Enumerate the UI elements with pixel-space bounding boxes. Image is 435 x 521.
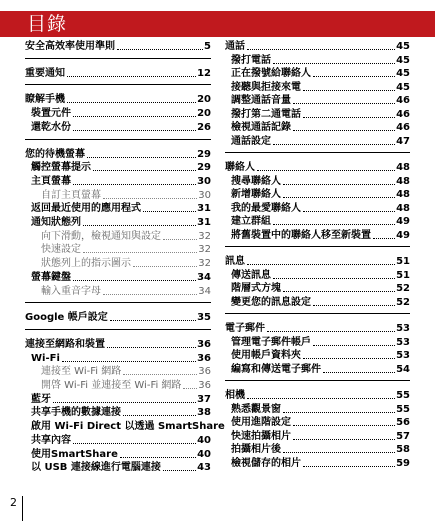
dot-leader (73, 130, 196, 131)
toc-entry[interactable] (225, 458, 410, 470)
dot-leader (117, 49, 203, 50)
dot-leader (73, 443, 196, 444)
toc-entry[interactable] (25, 286, 211, 298)
dot-leader (73, 280, 196, 281)
toc-entry[interactable] (25, 258, 211, 270)
toc-entry-title: Wi-Fi (31, 352, 60, 364)
dot-leader (83, 225, 196, 226)
toc-entry-title: 以 USB 連接線進行電腦連接 (31, 462, 161, 474)
toc-entry-title: 快速設定 (41, 244, 81, 256)
section-divider (25, 139, 211, 140)
toc-entry-title: 撥打電話 (231, 54, 271, 66)
toc-entry-title: 向下滑動，檢視通知與設定 (41, 230, 161, 242)
dot-leader (373, 238, 395, 239)
toc-entry-page: 31 (197, 217, 211, 228)
toc-entry[interactable] (225, 297, 410, 309)
dot-leader (67, 76, 196, 77)
toc-entry-page: 37 (197, 393, 211, 405)
toc-entry-page: 40 (197, 448, 211, 460)
dot-leader (283, 412, 395, 413)
dot-leader (303, 211, 395, 212)
toc-entry-page: 26 (197, 121, 211, 133)
toc-entry-title: 撥打第二通電話 (231, 108, 301, 120)
toc-entry[interactable] (25, 94, 211, 106)
toc-entry[interactable] (225, 55, 410, 67)
toc-entry[interactable] (225, 41, 410, 53)
dot-leader (103, 294, 197, 295)
toc-entry-title: 快速拍攝相片 (231, 430, 291, 442)
toc-entry-title: 連接至網路和裝置 (25, 338, 105, 350)
dot-leader (123, 415, 196, 416)
toc-entry-title: 新增聯絡人 (231, 189, 281, 200)
dot-leader (313, 76, 395, 77)
section-divider (25, 58, 211, 59)
toc-entry[interactable] (25, 394, 211, 406)
toc-entry-page: 51 (396, 256, 410, 267)
toc-entry-title: 接聽與拒接來電 (231, 81, 301, 93)
dot-leader (313, 345, 395, 346)
toc-entry-page: 45 (396, 81, 410, 93)
toc-entry-page: 57 (396, 430, 410, 442)
toc-entry[interactable] (225, 230, 410, 242)
toc-entry-page: 46 (396, 108, 410, 120)
toc-entry[interactable] (25, 244, 211, 256)
toc-entry-page: 48 (396, 175, 410, 187)
toc-entry-page: 58 (396, 444, 410, 455)
toc-entry-page: 43 (197, 462, 211, 474)
toc-entry[interactable] (25, 68, 211, 80)
toc-entry-title: 傳送訊息 (231, 269, 271, 281)
toc-entry[interactable] (225, 404, 410, 416)
dot-leader (273, 144, 395, 145)
dot-leader (257, 170, 395, 171)
toc-entry[interactable] (25, 203, 211, 215)
section-divider (25, 302, 211, 303)
toc-entry[interactable] (25, 231, 211, 243)
toc-entry-title: 連接至 Wi-Fi 網路 (41, 366, 122, 378)
toc-entry-title: 主頁螢幕 (31, 175, 71, 187)
toc-entry-title: 裝置元件 (31, 108, 71, 120)
toc-entry-title: 重要通知 (25, 67, 65, 79)
toc-entry-page: 45 (396, 41, 410, 52)
dot-leader (313, 305, 395, 306)
toc-entry-page: 56 (396, 417, 410, 428)
toc-entry[interactable] (225, 256, 410, 268)
toc-entry-title: 編寫和傳送電子郵件 (231, 363, 321, 375)
toc-entry-title: Google 帳戶設定 (25, 312, 108, 324)
dot-leader (247, 398, 395, 399)
toc-entry-title: 電子郵件 (225, 323, 265, 334)
toc-entry[interactable] (25, 421, 225, 433)
toc-entry-title: 通話設定 (231, 135, 271, 147)
toc-entry[interactable] (25, 462, 211, 474)
toc-entry-title: 自訂主頁螢幕 (41, 189, 101, 201)
dot-leader (123, 374, 197, 375)
toc-entry[interactable] (225, 337, 410, 349)
toc-entry[interactable] (225, 176, 410, 188)
dot-leader (283, 291, 395, 292)
toc-entry-title: 建立群組 (231, 216, 271, 227)
toc-entry-title: 拍攝相片後 (231, 444, 281, 455)
toc-entry[interactable] (225, 122, 410, 134)
section-divider (25, 329, 211, 330)
dot-leader (283, 197, 395, 198)
dot-leader (267, 331, 395, 332)
toc-entry[interactable] (25, 217, 211, 229)
toc-entry-title: 通話 (225, 41, 245, 52)
toc-entry[interactable] (25, 435, 211, 447)
dot-leader (120, 457, 196, 458)
toc-entry-page: 48 (396, 202, 410, 214)
toc-entry-title: 訊息 (225, 256, 245, 267)
toc-entry[interactable] (225, 162, 410, 174)
dot-leader (247, 264, 395, 265)
section-divider (225, 313, 410, 314)
toc-entry[interactable] (225, 350, 410, 362)
toc-entry[interactable] (25, 149, 211, 161)
toc-entry-page: 30 (197, 175, 211, 187)
toc-entry-title: 通知狀態列 (31, 217, 81, 228)
toc-entry-page: 45 (396, 68, 410, 79)
toc-entry-title: 將舊裝置中的聯絡人移至新裝置 (231, 229, 371, 241)
toc-entry-title: 輸入重音字母 (41, 285, 101, 297)
toc-entry-page: 59 (396, 457, 410, 469)
toc-entry-page: 47 (396, 135, 410, 147)
dot-leader (247, 49, 395, 50)
toc-entry-page: 52 (396, 283, 410, 294)
toc-entry-page: 32 (198, 230, 211, 242)
toc-header-bar (0, 11, 435, 37)
toc-entry[interactable] (225, 270, 410, 282)
toc-entry-page: 51 (396, 269, 410, 281)
dot-leader (303, 90, 395, 91)
toc-entry-title: 共享手機的數據連接 (31, 407, 121, 419)
dot-leader (103, 198, 197, 199)
dot-leader (303, 466, 395, 467)
toc-entry-page: 30 (198, 189, 211, 201)
section-divider (225, 246, 410, 247)
toc-entry-title: 使用進階設定 (231, 417, 291, 428)
toc-entry-page: 36 (198, 380, 211, 391)
toc-entry-title: 調整通話音量 (231, 95, 291, 106)
toc-entry[interactable] (25, 108, 211, 120)
dot-leader (273, 278, 395, 279)
toc-entry-page: 36 (197, 338, 211, 350)
toc-entry[interactable] (225, 82, 410, 94)
toc-entry-title: 螢幕鍵盤 (31, 271, 71, 283)
toc-entry-page: 12 (197, 67, 211, 79)
toc-entry-title: 我的最愛聯絡人 (231, 202, 301, 214)
dot-leader (67, 102, 196, 103)
toc-entry[interactable] (225, 189, 410, 201)
toc-entry-page: 46 (396, 122, 410, 133)
dot-leader (73, 116, 196, 117)
toc-entry-title: 藍牙 (31, 393, 51, 405)
toc-entry[interactable] (225, 390, 410, 402)
dot-leader (87, 157, 196, 158)
toc-entry[interactable] (225, 283, 410, 295)
toc-entry-title: 開啓 Wi-Fi 並連接至 Wi-Fi 網路 (41, 380, 182, 391)
toc-entry-page: 36 (198, 366, 211, 378)
toc-entry[interactable] (25, 353, 211, 365)
dot-leader (303, 117, 395, 118)
dot-leader (273, 63, 395, 64)
dot-leader (283, 184, 395, 185)
dot-leader (73, 184, 196, 185)
toc-entry-title: 檢視儲存的相片 (231, 457, 301, 469)
toc-entry-page: 52 (396, 296, 410, 308)
toc-entry[interactable] (25, 449, 211, 461)
dot-leader (303, 358, 395, 359)
dot-leader (293, 103, 395, 104)
toc-entry-title: 熟悉觀景窗 (231, 403, 281, 415)
toc-entry-page: 34 (197, 271, 211, 283)
dot-leader (62, 361, 196, 362)
toc-entry[interactable] (225, 109, 410, 121)
toc-entry[interactable] (225, 431, 410, 443)
section-divider (225, 152, 410, 153)
toc-entry-page: 55 (396, 390, 410, 401)
toc-entry-page: 48 (396, 189, 410, 200)
toc-entry-page: 32 (198, 258, 211, 270)
toc-entry[interactable] (25, 312, 211, 324)
dot-leader (323, 372, 395, 373)
dot-leader (293, 439, 395, 440)
dot-leader (93, 170, 196, 171)
dot-leader (110, 320, 196, 321)
toc-entry[interactable] (225, 444, 410, 456)
toc-entry-page: 29 (197, 162, 211, 174)
toc-entry-page: 20 (197, 108, 211, 120)
toc-entry-page: 32 (198, 244, 211, 256)
toc-entry-title: 管理電子郵件帳戶 (231, 336, 311, 348)
toc-entry-page: 49 (396, 216, 410, 227)
toc-entry-title: 啟用 Wi-Fi Direct 以透過 SmartShare (31, 421, 225, 433)
toc-entry[interactable] (225, 203, 410, 215)
dot-leader (143, 211, 196, 212)
toc-entry-title: 您的待機螢幕 (25, 148, 85, 160)
page-title: 目錄 (27, 13, 68, 35)
toc-entry[interactable] (25, 407, 211, 419)
toc-entry-title: 觸控螢幕提示 (31, 162, 91, 174)
toc-entry[interactable] (25, 339, 211, 351)
dot-leader (283, 452, 395, 453)
toc-entry-page: 31 (197, 203, 211, 215)
toc-entry-page: 53 (396, 350, 410, 361)
toc-entry-title: 搜尋聯絡人 (231, 175, 281, 187)
dot-leader (133, 266, 197, 267)
toc-entry[interactable] (225, 95, 410, 107)
toc-entry-page: 29 (197, 148, 211, 160)
toc-entry-page: 35 (197, 312, 211, 324)
toc-entry-title: 還乾水份 (31, 121, 71, 133)
toc-entry-page: 20 (197, 94, 211, 106)
toc-entry-title: 共享內容 (31, 434, 71, 446)
toc-entry-page: 38 (197, 407, 211, 419)
toc-entry[interactable] (225, 364, 410, 376)
dot-leader (163, 239, 197, 240)
toc-entry-title: 狀態列上的指示圖示 (41, 258, 131, 270)
toc-entry[interactable] (25, 190, 211, 202)
dot-leader (293, 425, 395, 426)
toc-entry-title: 使用帳戶資料夾 (231, 350, 301, 361)
toc-entry-page: 55 (396, 403, 410, 415)
toc-entry-page: 34 (198, 285, 211, 297)
toc-entry[interactable] (25, 380, 211, 392)
toc-entry-title: 返回最近使用的應用程式 (31, 203, 141, 215)
toc-entry-page: 48 (396, 162, 410, 173)
toc-entry-page: 53 (396, 336, 410, 348)
dot-leader (107, 347, 196, 348)
dot-leader (83, 252, 197, 253)
dot-leader (53, 402, 196, 403)
toc-entry-title: 檢視通話記錄 (231, 122, 291, 133)
toc-entry-title: 安全高效率使用準則 (25, 41, 115, 52)
toc-entry-page: 5 (204, 41, 211, 52)
toc-entry-title: 使用SmartShare (31, 448, 118, 460)
toc-entry-title: 瞭解手機 (25, 94, 65, 106)
toc-entry-page: 45 (396, 54, 410, 66)
toc-entry-page: 53 (396, 323, 410, 334)
toc-entry-page: 46 (396, 95, 410, 106)
toc-entry-title: 聯絡人 (225, 162, 255, 173)
dot-leader (183, 388, 197, 389)
toc-entry-title: 正在撥號給聯絡人 (231, 68, 311, 79)
toc-entry[interactable] (225, 68, 410, 80)
page-number-divider (22, 496, 23, 521)
toc-entry[interactable] (25, 122, 211, 134)
toc-entry[interactable] (225, 417, 410, 429)
toc-entry-title: 相機 (225, 390, 245, 401)
toc-entry[interactable] (25, 366, 211, 378)
toc-entry-page: 40 (197, 434, 211, 446)
toc-entry-title: 階層式方塊 (231, 283, 281, 294)
toc-entry[interactable] (25, 272, 211, 284)
dot-leader (293, 130, 395, 131)
toc-entry-page: 54 (396, 363, 410, 375)
toc-entry-page: 36 (197, 352, 211, 364)
toc-entry-page: 49 (396, 229, 410, 241)
dot-leader (273, 224, 395, 225)
toc-entry[interactable] (225, 216, 410, 228)
section-divider (25, 84, 211, 85)
toc-entry[interactable] (25, 176, 211, 188)
toc-entry-title: 變更您的訊息設定 (231, 296, 311, 308)
page-number: 2 (10, 496, 17, 509)
toc-entry[interactable] (225, 323, 410, 335)
toc-entry[interactable] (25, 41, 211, 53)
toc-entry[interactable] (225, 136, 410, 148)
toc-entry[interactable] (25, 162, 211, 174)
dot-leader (163, 470, 196, 471)
section-divider (225, 380, 410, 381)
